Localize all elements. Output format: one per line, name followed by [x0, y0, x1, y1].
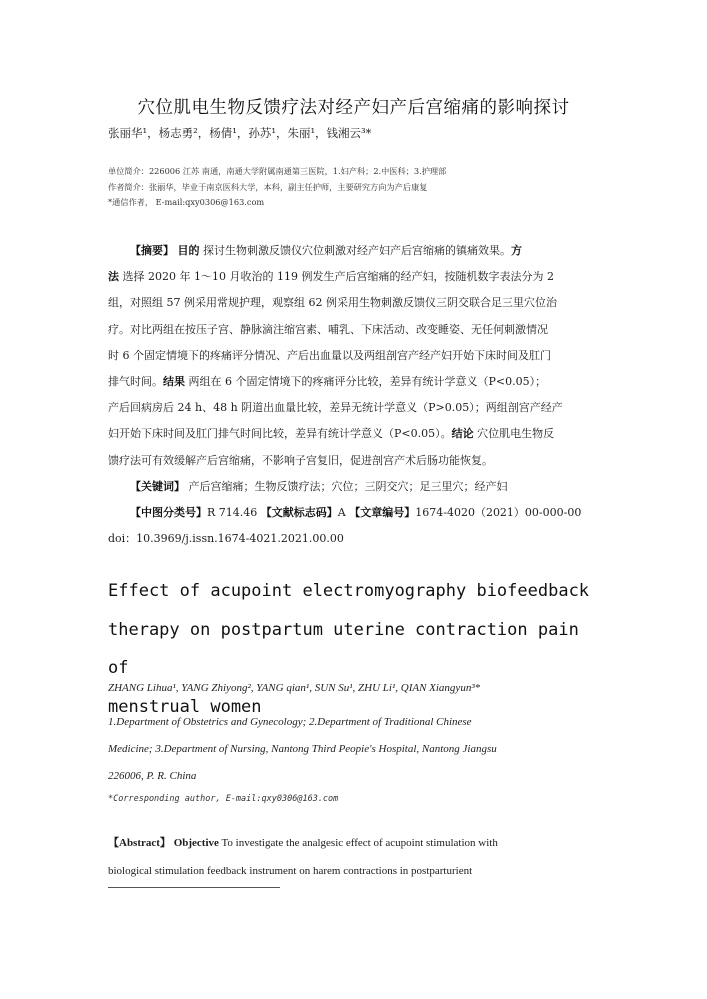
affiliation-en-line: 226006, P. R. China: [108, 770, 197, 782]
method-label-b: 法: [108, 270, 119, 284]
abstract-en-line: 【Abstract】 Objective To investigate the analgesic effect of acupoint stimulation with: [108, 837, 498, 849]
abstract-line: 法 选择 2020 年 1～10 月收治的 119 例发生产后宫缩痛的经产妇，按随机数字表法分为 2: [108, 270, 554, 284]
abstract-en-line: biological stimulation feedback instrument on harem contractions in postparturient: [108, 865, 473, 877]
abstract-line: 时 6 个固定情境下的疼痛评分情况、产后出血量以及两组剖宫产经产妇开始下床时间及肛门: [108, 348, 551, 362]
abstract-line: 【摘要】 目的 探讨生物刺激反馈仪穴位刺激对经产妇产后宫缩痛的镇痛效果。方: [130, 244, 522, 257]
abstract-line: 馈疗法可有效缓解产后宫缩痛，不影响子宫复旧，促进剖宫产术后肠功能恢复。: [108, 453, 493, 467]
title-en-line: Effect of acupoint electromyography biofeedback: [108, 581, 590, 601]
doi: doi：10.3969/j.issn.1674-4021.2021.00.00: [108, 532, 344, 546]
footnote-divider: [108, 887, 280, 888]
paper-title-en: [108, 572, 608, 726]
abstract-line: 疗。对比两组在按压子宫、静脉滴注缩宫素、哺乳、下床活动、改变睡姿、无任何刺激情况: [108, 322, 548, 336]
affiliation-en-line: 1.Department of Obstetrics and Gynecology; 2.Department of Traditional Chinese: [108, 716, 472, 728]
objective-en-label: Objective: [173, 837, 219, 849]
results-label: 结果: [163, 375, 185, 389]
authors-en: ZHANG Lihua¹, YANG Zhiyong², YANG qian¹, SUN Su¹, ZHU Li¹, QIAN Xiangyun³*: [108, 682, 481, 694]
title-en-line: therapy on postpartum uterine contraction pain of: [108, 619, 579, 678]
author-bio-line: 作者简介：张丽华，毕业于南京医科大学，本科，副主任护师，主要研究方向为产后康复: [108, 181, 428, 192]
conclusion-label: 结论: [451, 427, 474, 441]
authors-cn: 张丽华¹，杨志勇²，杨倩¹，孙苏¹，朱丽¹，钱湘云³*: [108, 126, 372, 140]
abstract-en: [108, 829, 608, 885]
affiliation-en: [108, 709, 608, 790]
affiliation-en-line: Medicine; 3.Department of Nursing, Nantong Third Peopie's Hospital, Nantong Jiangsu: [108, 743, 497, 755]
objective-label: 目的: [177, 244, 200, 257]
affiliation-line: 单位简介：226006 江苏 南通，南通大学附属南通第三医院，1.妇产科；2.中医科；3.护理部: [108, 166, 447, 176]
abstract-line: 妇开始下床时间及肛门排气时间比较，差异有统计学意义（P<0.05）。结论 穴位肌电生物反: [108, 427, 555, 441]
corresponding-author-en: *Corresponding author, E-mail:qxy0306@163.com: [108, 794, 339, 804]
title-en-line: menstrual women: [108, 696, 262, 717]
method-label-a: 方: [511, 244, 522, 257]
corresponding-author-line: *通信作者， E-mail:qxy0306@163.com: [108, 197, 265, 207]
paper-title-cn: 穴位肌电生物反馈疗法对经产妇产后宫缩痛的影响探讨: [137, 98, 570, 118]
abstract-en-label: 【Abstract】: [108, 837, 171, 849]
affiliation-block-cn: [108, 164, 446, 211]
abstract-line: 排气时间。结果 两组在 6 个固定情境下的疼痛评分比较，差异有统计学意义（P<0.05）；: [108, 375, 547, 389]
abstract-label: 【摘要】: [130, 244, 174, 257]
keywords-label: 【关键词】: [130, 479, 185, 493]
classification-cn: 【中图分类号】R 714.46 【文献标志码】A 【文章编号】1674-4020（2021）00-000-00: [130, 506, 582, 520]
abstract-cn: [108, 238, 600, 552]
abstract-line: 产后回病房后 24 h、48 h 阴道出血量比较，差异无统计学意义（P>0.05）；两组剖宫产经产: [108, 401, 563, 415]
abstract-line: 组，对照组 57 例采用常规护理，观察组 62 例采用生物刺激反馈仪三阴交联合足三里穴位治: [108, 296, 557, 310]
keywords-cn: 【关键词】 产后宫缩痛；生物反馈疗法；穴位；三阴交穴；足三里穴；经产妇: [130, 479, 508, 493]
